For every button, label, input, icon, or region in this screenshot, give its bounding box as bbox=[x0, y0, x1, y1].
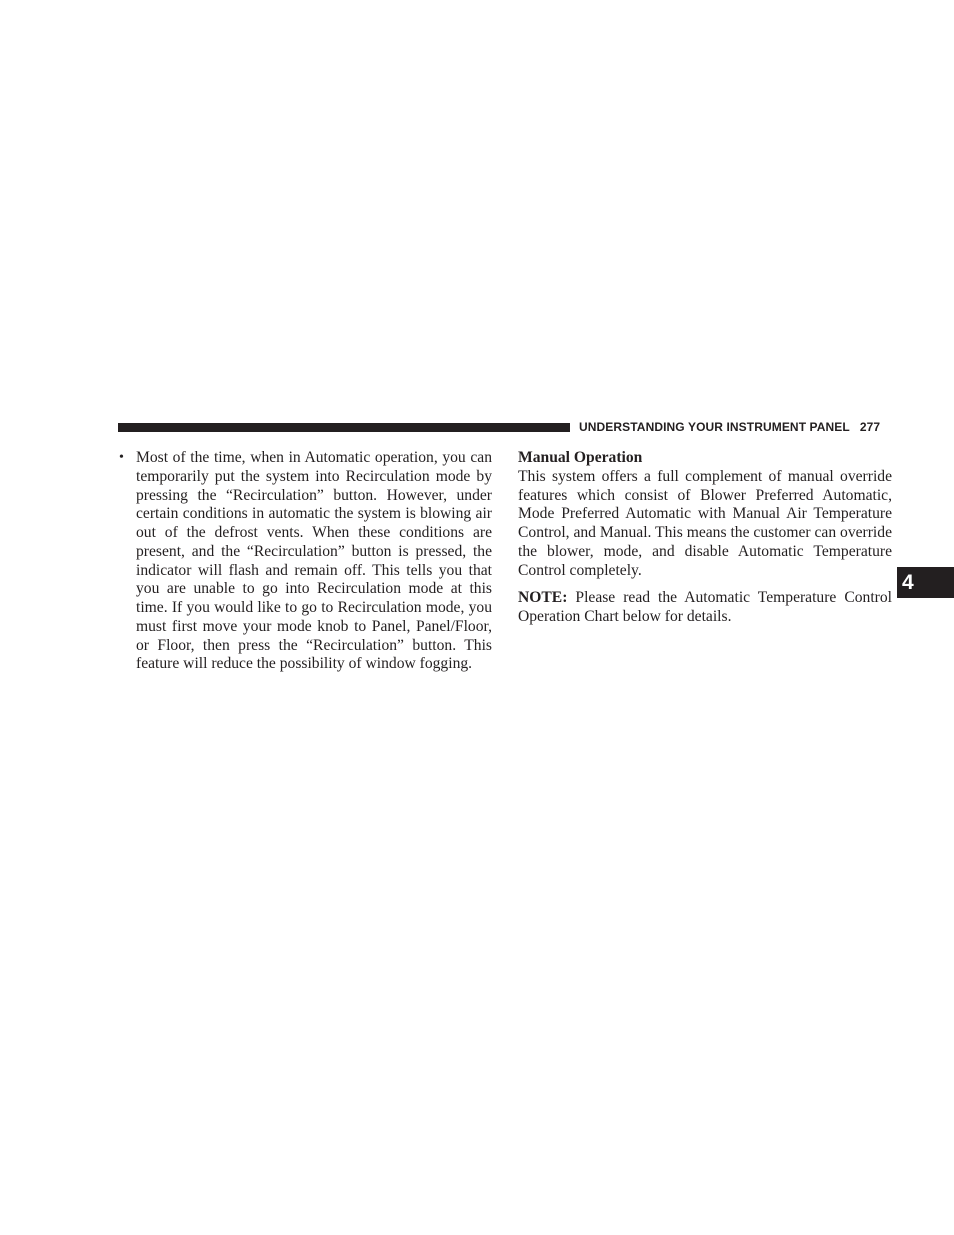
bullet-text: Most of the time, when in Automatic operation, you can temporarily put the system into Recirculation mode by pressing the “Recirculation” button. However, under certain conditions in automatic the system is blowing air out of the defrost vents. When these conditions are present, and the “Recirculation” button is pressed, the indicator will flash and remain off. This tells you that you are unable to go into Recirculation mode at this time. If you would like to go to Recirculation mode, you must first move your mode knob to Panel, Panel/Floor, or Floor, then press the “Recirculation” button. This feature will reduce the possibility of window fogging. bbox=[136, 449, 492, 673]
running-header bbox=[579, 420, 880, 435]
chapter-tab bbox=[897, 567, 954, 598]
note-text: Please read the Automatic Temperature Control Operation Chart below for details. bbox=[518, 589, 892, 625]
bullet-icon: • bbox=[119, 450, 124, 465]
right-column bbox=[518, 449, 892, 627]
note-label: NOTE: bbox=[518, 589, 568, 607]
bullet-list-item bbox=[118, 449, 492, 674]
chapter-number: 4 bbox=[902, 571, 914, 594]
page-number: 277 bbox=[859, 420, 881, 434]
header-section-title: UNDERSTANDING YOUR INSTRUMENT PANEL bbox=[579, 420, 850, 434]
note-paragraph bbox=[518, 589, 892, 627]
header-rule bbox=[118, 423, 570, 432]
left-column bbox=[118, 449, 492, 674]
section-heading: Manual Operation bbox=[518, 449, 643, 466]
body-paragraph: This system offers a full complement of manual override features which consist of Blower Preferred Automatic, Mode Preferred Automatic with Manual Air Temperature Control, and Manual. This means the customer can override the blower, mode, and disable Automatic Temperature Control completely. bbox=[518, 467, 892, 579]
